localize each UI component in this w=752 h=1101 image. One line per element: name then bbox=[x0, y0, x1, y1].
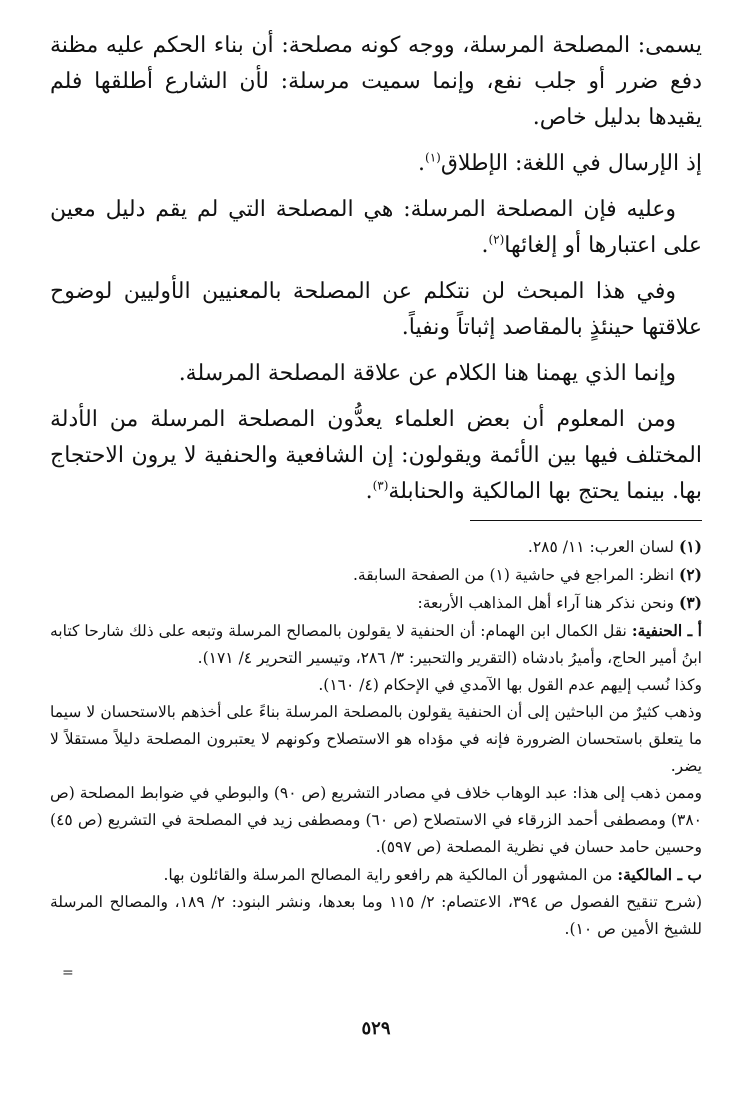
footnote-ref-3[interactable]: (٣) bbox=[372, 478, 389, 493]
maliki-label: ب ـ المالكية: bbox=[617, 865, 702, 884]
paragraph-4 bbox=[50, 274, 702, 346]
footnote-separator bbox=[470, 520, 702, 521]
paragraph-6 bbox=[50, 402, 702, 510]
footnote-3-text: ونحن نذكر هنا آراء أهل المذاهب الأربعة: bbox=[417, 594, 674, 612]
paragraph-1-text: يسمى: المصلحة المرسلة، ووجه كونه مصلحة: أن بناء الحكم عليه مظنة دفع ضرر أو جلب نفع، وإنما سميت مرسلة: لأن الشارع أطلقها فلم يقيدها بدليل خاص. bbox=[50, 33, 702, 130]
paragraph-2 bbox=[50, 146, 702, 182]
researchers-text: وذهب كثيرٌ من الباحثين إلى أن الحنفية يقولون بالمصلحة المرسلة بناءً على أخذهم بالاستحسان لا سيما ما يتعلق باستحسان الضرورة فإنه في مؤداه هو الاستصلاح وكونهم لا يعتبرون المصلحة دليلاً مستقلاً لا يضر. bbox=[50, 703, 702, 775]
footnote-3-sources bbox=[50, 889, 702, 943]
footnote-3-number: (٣) bbox=[678, 593, 702, 612]
paragraph-3-end: . bbox=[481, 233, 489, 258]
paragraph-2-end: . bbox=[418, 151, 426, 176]
maliki-text: من المشهور أن المالكية هم رافعو راية المصالح المرسلة والقائلون بها. bbox=[163, 866, 613, 884]
footnotes bbox=[50, 533, 702, 943]
paragraph-4-text: وفي هذا المبحث لن نتكلم عن المصلحة بالمعنيين الأوليين لوضوح علاقتها حينئذٍ بالمقاصد إثباتاً ونفياً. bbox=[50, 279, 702, 340]
paragraph-6-text: ومن المعلوم أن بعض العلماء يعدُّون المصلحة المرسلة من الأدلة المختلف فيها بين الأئمة ويقولون: إن الشافعية والحنفية لا يرون الاحتجاج بها. بينما يحتج بها المالكية والحنابلة bbox=[50, 407, 702, 504]
footnote-ref-1[interactable]: (١) bbox=[425, 150, 441, 165]
hanafi-text: نقل الكمال ابن الهمام: أن الحنفية لا يقولون بالمصالح المرسلة وتبعه على ذلك شارحا كتابه ابنُ أمير الحاج، وأميرُ بادشاه (التقرير والتحبير: ٣/ ٢٨٦، وتيسير التحرير ٤/ ١٧١). bbox=[50, 622, 702, 667]
paragraph-3-text: وعليه فإن المصلحة المرسلة: هي المصلحة التي لم يقم دليل معين على اعتبارها أو إلغائها bbox=[50, 197, 702, 258]
paragraph-2-text: إذ الإرسال في اللغة: الإطلاق bbox=[440, 151, 702, 176]
footnote-3-scholars bbox=[50, 780, 702, 861]
footnote-2-number: (٢) bbox=[678, 565, 702, 584]
page-number: ٥٢٩ bbox=[361, 1018, 391, 1039]
footnote-1 bbox=[50, 533, 702, 561]
margin-mark: = bbox=[62, 965, 74, 981]
main-text bbox=[50, 28, 702, 520]
sources-text: (شرح تنقيح الفصول ص ٣٩٤، الاعتصام: ٢/ ١١٥ وما بعدها، ونشر البنود: ٢/ ١٨٩، والمصالح المرسلة للشيخ الأمين ص ١٠). bbox=[50, 893, 703, 938]
amidi-text: وكذا نُسب إليهم عدم القول بها الآمدي في الإحكام (٤/ ١٦٠). bbox=[318, 676, 702, 694]
footnote-2-text: انظر: المراجع في حاشية (١) من الصفحة السابقة. bbox=[352, 566, 674, 584]
hanafi-label: أ ـ الحنفية: bbox=[631, 621, 702, 640]
footnote-1-text: لسان العرب: ١١/ ٢٨٥. bbox=[527, 538, 674, 556]
footnote-3-researchers bbox=[50, 699, 702, 780]
footnote-3-amidi bbox=[50, 672, 702, 699]
footnote-3-hanafi bbox=[50, 617, 702, 672]
footnote-1-number: (١) bbox=[678, 537, 702, 556]
paragraph-3 bbox=[50, 192, 702, 264]
paragraph-5 bbox=[50, 356, 702, 392]
footnote-2 bbox=[50, 561, 702, 589]
paragraph-1 bbox=[50, 28, 702, 136]
footnote-3-maliki bbox=[50, 861, 702, 889]
footnote-ref-2[interactable]: (٢) bbox=[488, 232, 505, 247]
scholars-text: وممن ذهب إلى هذا: عبد الوهاب خلاف في مصادر التشريع (ص ٩٠) والبوطي في ضوابط المصلحة (ص ٣٨٠) ومصطفى أحمد الزرقاء في الاستصلاح (ص ٦٠) ومصطفى زيد في المصلحة في التشريع (ص ٤٥) وحسين حامد حسان في نظرية المصلحة (ص ٥٩٧). bbox=[50, 784, 702, 856]
paragraph-5-text: وإنما الذي يهمنا هنا الكلام عن علاقة المصلحة المرسلة. bbox=[178, 361, 676, 386]
paragraph-6-end: . bbox=[365, 479, 373, 504]
footnote-3 bbox=[50, 589, 702, 617]
